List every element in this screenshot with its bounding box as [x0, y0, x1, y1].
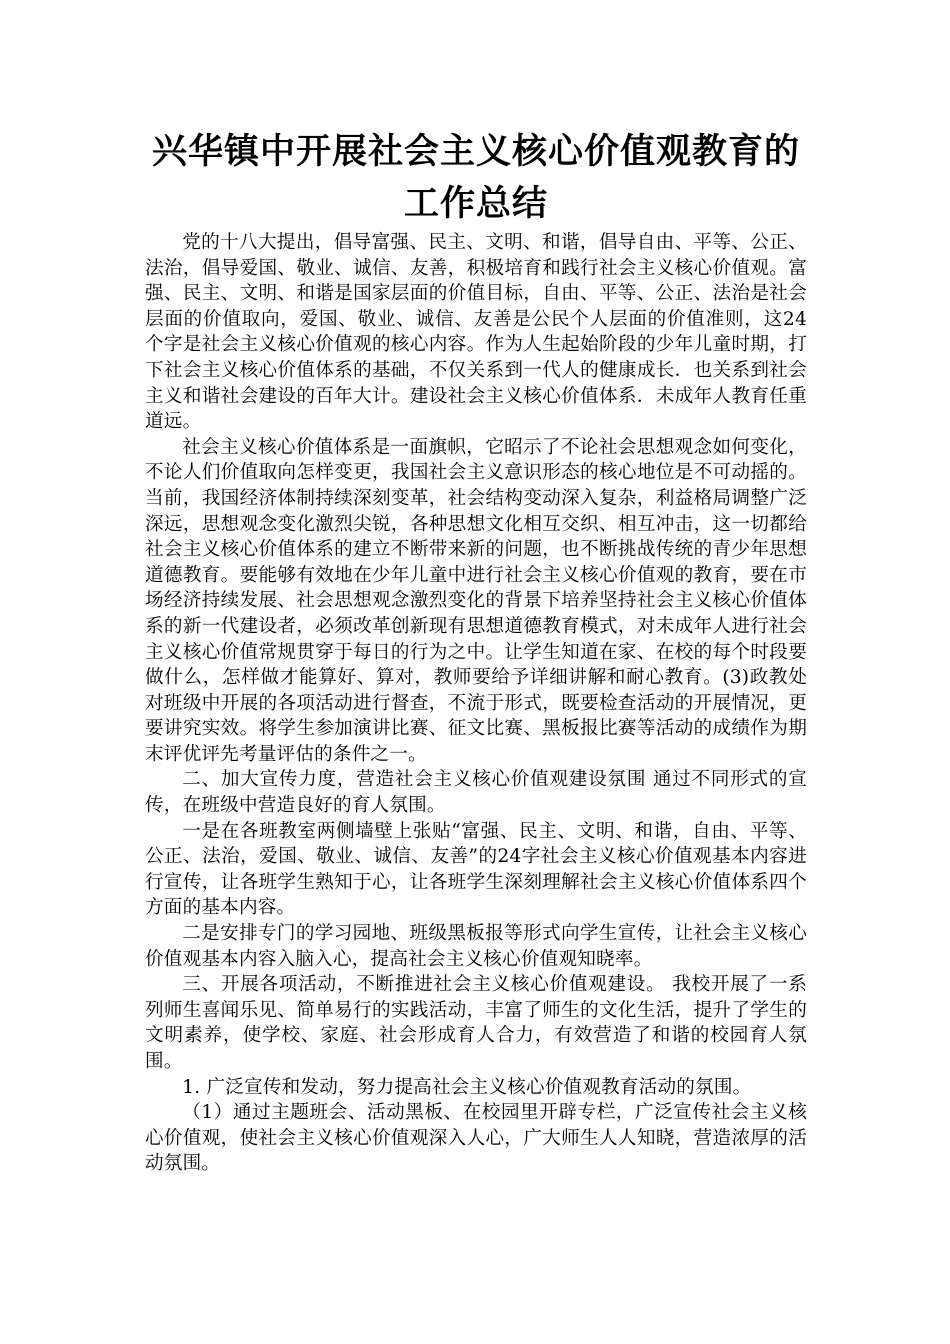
title-line-2: 工作总结 — [403, 183, 548, 224]
paragraph: （1）通过主题班会、活动黑板、在校园里开辟专栏，广泛宣传社会主义核心价值观，使社会主义核心价值观深入人心，广大师生人人知晓，营造浓厚的活动氛围。 — [145, 1102, 807, 1175]
paragraph: 二是安排专门的学习园地、班级黑板报等形式向学生宣传，让社会主义核心价值观基本内容入脑入心，提高社会主义核心价值观知晓率。 — [145, 923, 807, 970]
paragraph: 三、开展各项活动，不断推进社会主义核心价值观建设。 我校开展了一系列师生喜闻乐见、简单易行的实践活动，丰富了师生的文化生活，提升了学生的文明素养，使学校、家庭、社会形成育人合力，有效营造了和谐的校园育人氛围。 — [145, 974, 807, 1072]
paragraph: 二、加大宣传力度，营造社会主义核心价值观建设氛围 通过不同形式的宣传，在班级中营造良好的育人氛围。 — [145, 769, 807, 817]
title-line-1: 兴华镇中开展社会主义核心价值观教育的 — [151, 131, 800, 172]
paragraph: 党的十八大提出，倡导富强、民主、文明、和谐，倡导自由、平等、公正、法治，倡导爱国、敬业、诚信、友善，积极培育和践行社会主义核心价值观。富强、民主、文明、和谐是国家层面的价值目标，自由、平等、公正、法治是社会层面的价值取向，爱国、敬业、诚信、友善是公民个人层面的价值准则，这24个字是社会主义核心价值观的核心内容。作为人生起始阶段的少年儿童时期，打下社会主义核心价值体系的基础，不仅关系到一代人的健康成长．也关系到社会主义和谐社会建设的百年大计。建设社会主义核心价值体系．未成年人教育任重道远。 — [145, 232, 807, 433]
paragraph: 1. 广泛宣传和发动，努力提高社会主义核心价值观教育活动的氛围。 — [182, 1076, 752, 1098]
document-page — [145, 126, 807, 1177]
document-body — [145, 230, 807, 1177]
paragraph: 社会主义核心价值体系是一面旗帜，它昭示了不论社会思想观念如何变化，不论人们价值取向怎样变更，我国社会主义意识形态的核心地位是不可动摇的。当前，我国经济体制持续深刻变革，社会结构变动深入复杂，利益格局调整广泛深远，思想观念变化激烈尖锐，各种思想文化相互交织、相互冲击，这一切都给社会主义核心价值体系的建立不断带来新的问题，也不断挑战传统的青少年思想道德教育。要能够有效地在少年儿童中进行社会主义核心价值观的教育，要在市场经济持续发展、社会思想观念激烈变化的背景下培养坚持社会主义核心价值体系的新一代建设者，必须改革创新现有思想道德教育模式，对未成年人进行社会主义核心价值常规贯穿于每日的行为之中。让学生知道在家、在校的每个时段要做什么，怎样做才能算好、算对，教师要给予详细讲解和耐心教育。(3)政教处对班级中开展的各项活动进行督查，不流于形式，既要检查活动的开展情况，更要讲究实效。将学生参加演讲比赛、征文比赛、黑板报比赛等活动的成绩作为期末评优评先考量评估的条件之一。 — [145, 436, 807, 765]
document-title — [139, 126, 813, 230]
paragraph: 一是在各班教室两侧墙壁上张贴“富强、民主、文明、和谐，自由、平等、公正、法治，爱国、敬业、诚信、友善”的24字社会主义核心价值观基本内容进行宣传，让各班学生熟知于心，让各班学生深刻理解社会主义核心价值体系四个方面的基本内容。 — [145, 820, 807, 919]
